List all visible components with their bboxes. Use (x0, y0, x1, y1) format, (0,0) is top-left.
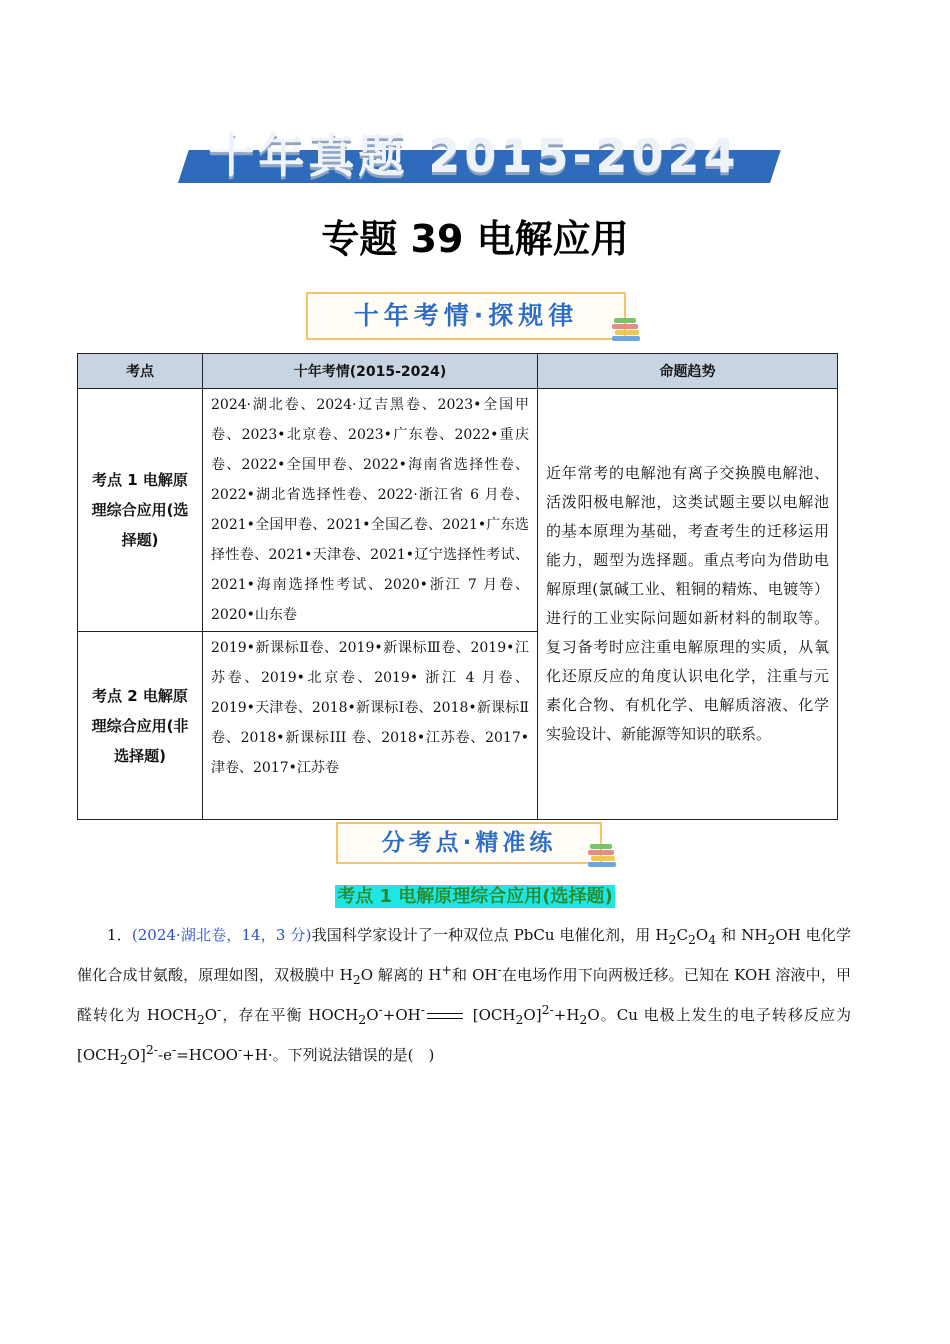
header-trend: 命题趋势 (538, 354, 838, 389)
table-header-row (78, 354, 838, 389)
banner-title: 十年真题 2015-2024 (208, 129, 740, 183)
table-row (78, 389, 838, 632)
section-heading-practice: 分考点·精准练 (336, 822, 602, 864)
kaodian-cell: 考点 2 电解原理综合应用(非选择题) (78, 632, 203, 820)
section-heading-trends: 十年考情·探规律 (306, 292, 626, 340)
banner (178, 120, 770, 186)
header-kaodian: 考点 (78, 354, 203, 389)
trend-cell: 近年常考的电解池有离子交换膜电解池、活泼阳极电解池，这类试题主要以电解池的基本原理为基础，考查考生的迁移运用能力，题型为选择题。重点考向为借助电解原理(氯碱工业、粗铜的精炼、电镀等）进行的工业实际问题如新材料的制取等。复习备考时应注重电解原理的实质，从氧化还原反应的角度认识电化学，注重与元素化合物、有机化学、电解质溶液、化学实验设计、新能源等知识的联系。 (538, 389, 838, 820)
question-1: 1．(2024·湖北卷，14，3 分)我国科学家设计了一种双位点 PbCu 电催化剂，用 $H_2C_2O_4$ 和 $NH_2OH$ 电化学催化合成甘氨酸，原理如图，双极膜中 $H_2O$ 解离的 H+和 OH-在电场作用下向两极迁移。已知在 KOH 溶液中，甲醛转化为 $HOCH_2O^-$，存在平衡 $HOCH_2O^-+OH^-$ $[OCH_2O]^{2-}+H_2O$。Cu 电极上发生的电子转移反应为$[OCH_2O]^{2-}-e^-=HCOO^-+H\cdot$。下列说法错误的是( ) (77, 926, 852, 1067)
books-icon (612, 318, 642, 340)
books-icon (588, 844, 618, 866)
exam-trends-table (77, 353, 838, 820)
years-cell: 2024·湖北卷、2024·辽吉黑卷、2023•全国甲卷、2023•北京卷、2023•广东卷、2022•重庆卷、2022•全国甲卷、2022•海南省选择性卷、2022•湖北省选择性卷、2022·浙江省 6 月卷、2021•全国甲卷、2021•全国乙卷、2021•广东选择性卷、2021•天津卷、2021•辽宁选择性考试、2021•海南选择性考试、2020•浙江 7 月卷、2020•山东卷 (203, 389, 538, 632)
kaodian-heading: 考点 1 电解原理综合应用(选择题) (337, 886, 613, 907)
page-title: 专题 39 电解应用 (321, 217, 629, 261)
equilibrium-arrow-icon (425, 1009, 467, 1023)
header-years: 十年考情(2015-2024) (203, 354, 538, 389)
kaodian-cell: 考点 1 电解原理综合应用(选择题) (78, 389, 203, 632)
question-source: (2024·湖北卷，14，3 分) (131, 926, 312, 944)
years-cell: 2019•新课标Ⅱ卷、2019•新课标Ⅲ卷、2019•江苏卷、2019•北京卷、2019• 浙江 4 月卷、2019•天津卷、2018•新课标Ⅰ卷、2018•新课标Ⅱ卷、2018•新课标III 卷、2018•江苏卷、2017•津卷、2017•江苏卷 (203, 632, 538, 820)
